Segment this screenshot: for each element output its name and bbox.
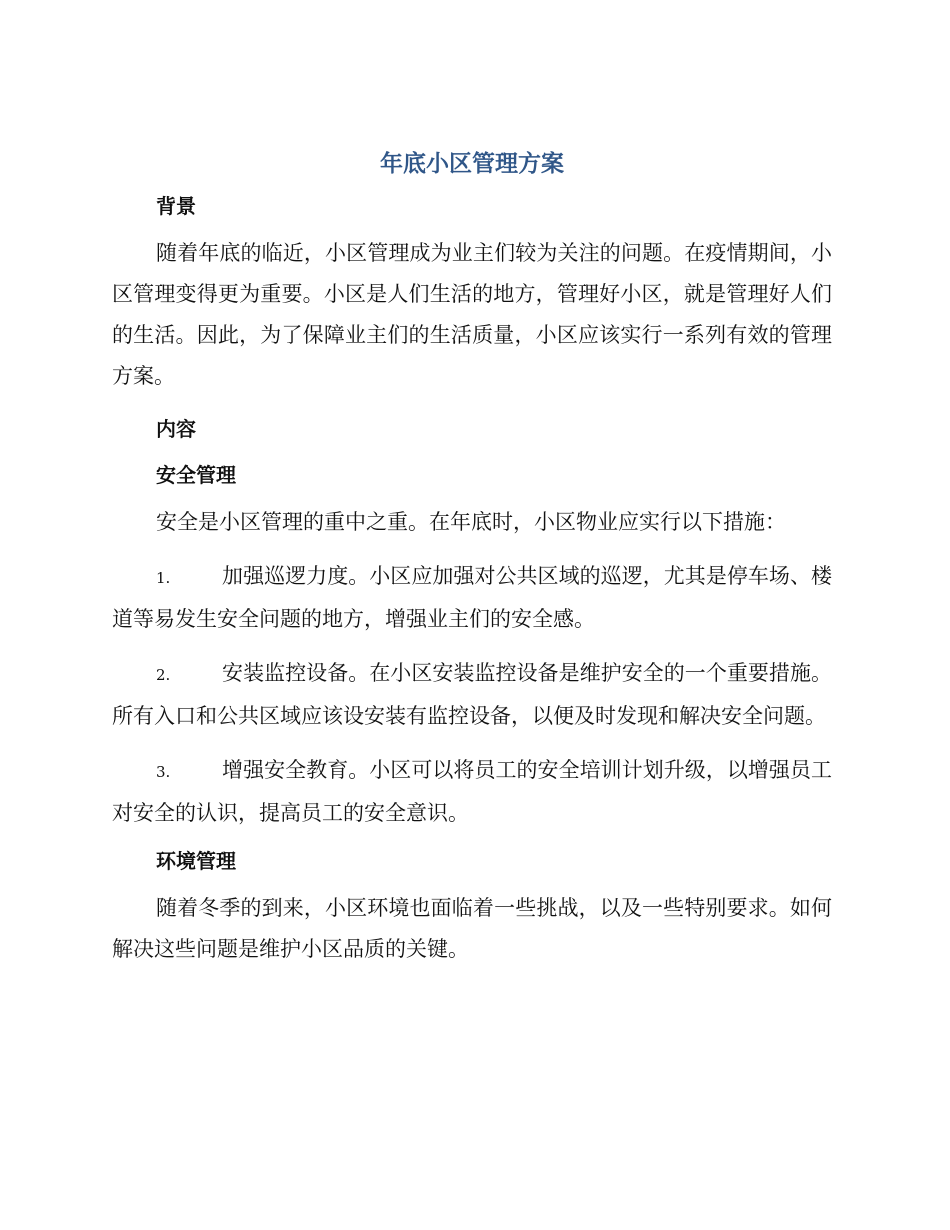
document-body [112, 146, 832, 970]
list-item [112, 653, 832, 737]
list-number: 2. [156, 666, 171, 684]
heading-background: 背景 [156, 194, 196, 218]
heading-safety: 安全管理 [156, 463, 236, 487]
paragraph-safety-intro: 安全是小区管理的重中之重。在年底时，小区物业应实行以下措施： [156, 510, 786, 534]
list-text: 增强安全教育。小区可以将员工的安全培训计划升级，以增强员工对安全的认识，提高员工的安全意识。 [112, 758, 832, 825]
list-number: 3. [156, 763, 171, 781]
heading-environment: 环境管理 [156, 849, 236, 873]
heading-content: 内容 [156, 417, 196, 441]
list-item [112, 750, 832, 834]
list-number: 1. [156, 569, 171, 587]
paragraph-background: 随着年底的临近，小区管理成为业主们较为关注的问题。在疫情期间，小区管理变得更为重要。小区是人们生活的地方，管理好小区，就是管理好人们的生活。因此，为了保障业主们的生活质量，小区应该实行一系列有效的管理方案。 [112, 241, 832, 388]
paragraph-environment: 随着冬季的到来，小区环境也面临着一些挑战，以及一些特别要求。如何解决这些问题是维护小区品质的关键。 [112, 896, 832, 961]
page-title: 年底小区管理方案 [380, 151, 564, 177]
list-item [112, 556, 832, 640]
list-text: 安装监控设备。在小区安装监控设备是维护安全的一个重要措施。所有入口和公共区域应该设安装有监控设备，以便及时发现和解决安全问题。 [112, 661, 832, 728]
list-text: 加强巡逻力度。小区应加强对公共区域的巡逻，尤其是停车场、楼道等易发生安全问题的地方，增强业主们的安全感。 [112, 564, 832, 631]
